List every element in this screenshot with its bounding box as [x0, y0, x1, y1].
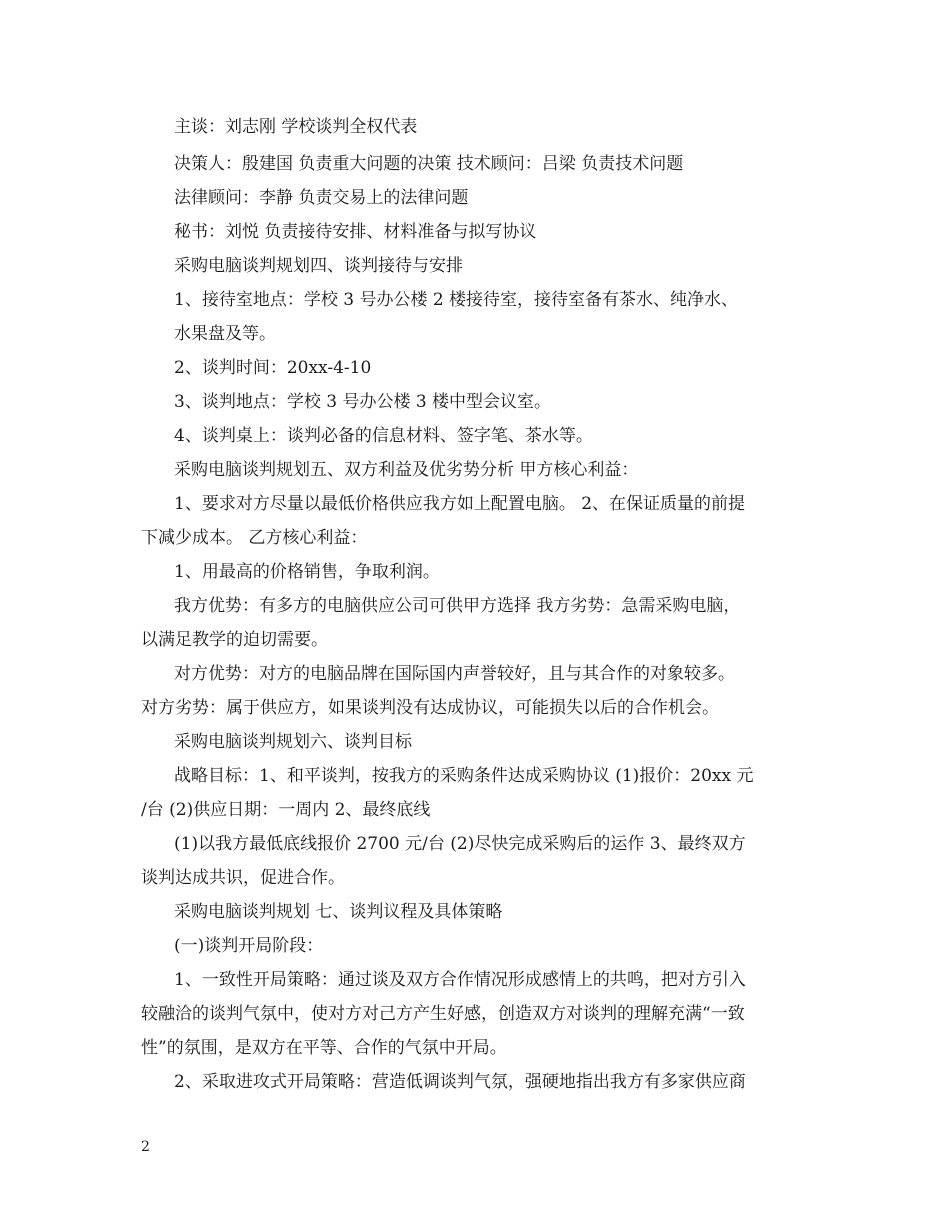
text-line: 秘书：刘悦 负责接待安排、材料准备与拟写协议 [174, 222, 537, 242]
text-line: 以满足教学的迫切需要。 [141, 630, 328, 650]
text-line: 对方优势：对方的电脑品牌在国际国内声誉较好，且与其合作的对象较多。 [174, 664, 735, 684]
text-line: /台 (2)供应日期：一周内 2、最终底线 [141, 800, 431, 820]
text-line: 2、谈判时间：20xx-4-10 [174, 358, 372, 378]
text-line: 1、一致性开局策略：通过谈及双方合作情况形成感情上的共鸣，把对方引入 [174, 970, 746, 990]
text-line: 对方劣势：属于供应方，如果谈判没有达成协议，可能损失以后的合作机会。 [141, 698, 719, 718]
text-line: 1、接待室地点：学校 3 号办公楼 2 楼接待室，接待室备有茶水、纯净水、 [174, 290, 739, 310]
text-line: 主谈：刘志刚 学校谈判全权代表 [174, 117, 418, 137]
text-line: 决策人：殷建国 负责重大问题的决策 技术顾问：吕梁 负责技术问题 [174, 154, 684, 174]
text-line: 采购电脑谈判规划四、谈判接待与安排 [174, 256, 463, 276]
text-line: 我方优势：有多方的电脑供应公司可供甲方选择 我方劣势：急需采购电脑， [174, 596, 741, 616]
page-number: 2 [141, 1139, 150, 1155]
text-line: 战略目标：1、和平谈判，按我方的采购条件达成采购协议 (1)报价：20xx 元 [174, 766, 754, 786]
text-line: 法律顾问：李静 负责交易上的法律问题 [174, 188, 469, 208]
text-line: 采购电脑谈判规划六、谈判目标 [174, 732, 412, 752]
text-line: 采购电脑谈判规划 七、谈判议程及具体策略 [174, 902, 503, 922]
text-line: 较融洽的谈判气氛中，使对方对己方产生好感，创造双方对谈判的理解充满“一致 [141, 1004, 745, 1024]
text-line: 2、采取进攻式开局策略：营造低调谈判气氛，强硬地指出我方有多家供应商 [174, 1072, 746, 1092]
text-line: 水果盘及等。 [174, 324, 276, 344]
text-line: 采购电脑谈判规划五、双方利益及优劣势分析 甲方核心利益： [174, 460, 639, 480]
text-line: 1、用最高的价格销售，争取利润。 [174, 562, 440, 582]
text-line: 1、要求对方尽量以最低价格供应我方如上配置电脑。 2、在保证质量的前提 [174, 494, 746, 514]
text-line: 3、谈判地点：学校 3 号办公楼 3 楼中型会议室。 [174, 392, 552, 412]
text-line: (一)谈判开局阶段： [174, 936, 324, 956]
text-line: (1)以我方最低底线报价 2700 元/台 (2)尽快完成采购后的运作 3、最终双方 [174, 834, 746, 854]
text-line: 谈判达成共识，促进合作。 [141, 868, 345, 888]
text-line: 性”的氛围，是双方在平等、合作的气氛中开局。 [141, 1038, 507, 1058]
text-line: 下减少成本。 乙方核心利益： [141, 528, 368, 548]
text-line: 4、谈判桌上：谈判必备的信息材料、签字笔、茶水等。 [174, 426, 593, 446]
